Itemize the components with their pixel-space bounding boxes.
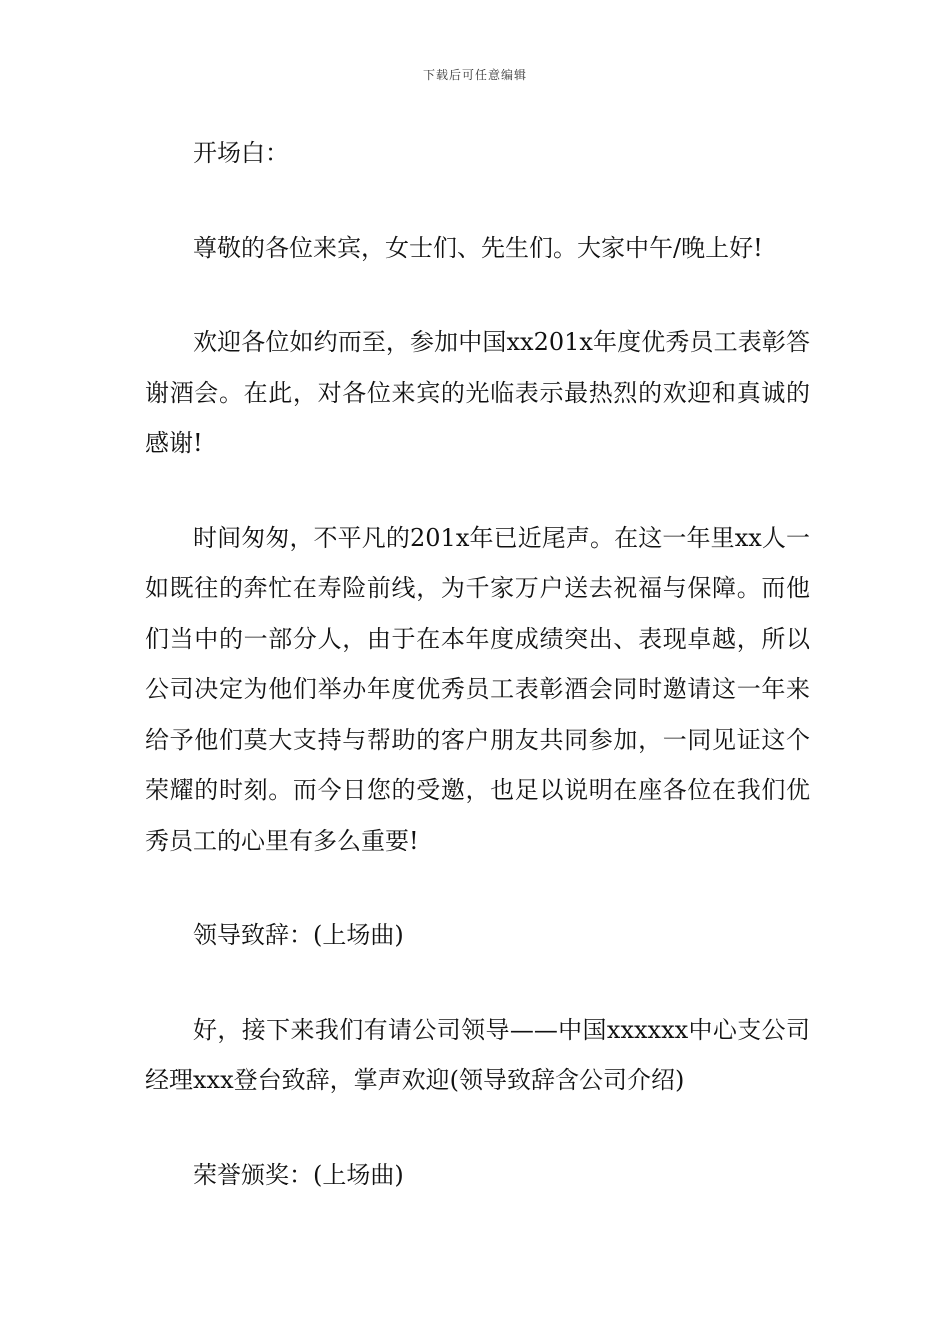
award-heading: 荣誉颁奖：(上场曲) [193, 1160, 404, 1189]
welcome-paragraph: 欢迎各位如约而至，参加中国xx201x年度优秀员工表彰答谢酒会。在此，对各位来宾的光临表示最热烈的欢迎和真诚的感谢! [145, 328, 810, 457]
opening-heading: 开场白： [193, 139, 289, 167]
leader-speech-paragraph: 好，接下来我们有请公司领导——中国xxxxxx中心支公司经理xxx登台致辞，掌声欢迎(领导致辞含公司介绍) [145, 1015, 810, 1094]
document-body [145, 128, 810, 1200]
leader-speech-heading: 领导致辞：(上场曲) [193, 921, 404, 949]
year-review-paragraph: 时间匆匆，不平凡的201x年已近尾声。在这一年里xx人一如既往的奔忙在寿险前线，为千家万户送去祝福与保障。而他们当中的一部分人，由于在本年度成绩突出、表现卓越，所以公司决定为他们举办年度优秀员工表彰酒会同时邀请这一年来给予他们莫大支持与帮助的客户朋友共同参加，一同见证这个荣耀的时刻。而今日您的受邀，也足以说明在座各位在我们优秀员工的心里有多么重要! [145, 523, 810, 855]
greeting-paragraph: 尊敬的各位来宾，女士们、先生们。大家中午/晚上好! [193, 233, 763, 262]
header-note: 下载后可任意编辑 [422, 68, 527, 82]
